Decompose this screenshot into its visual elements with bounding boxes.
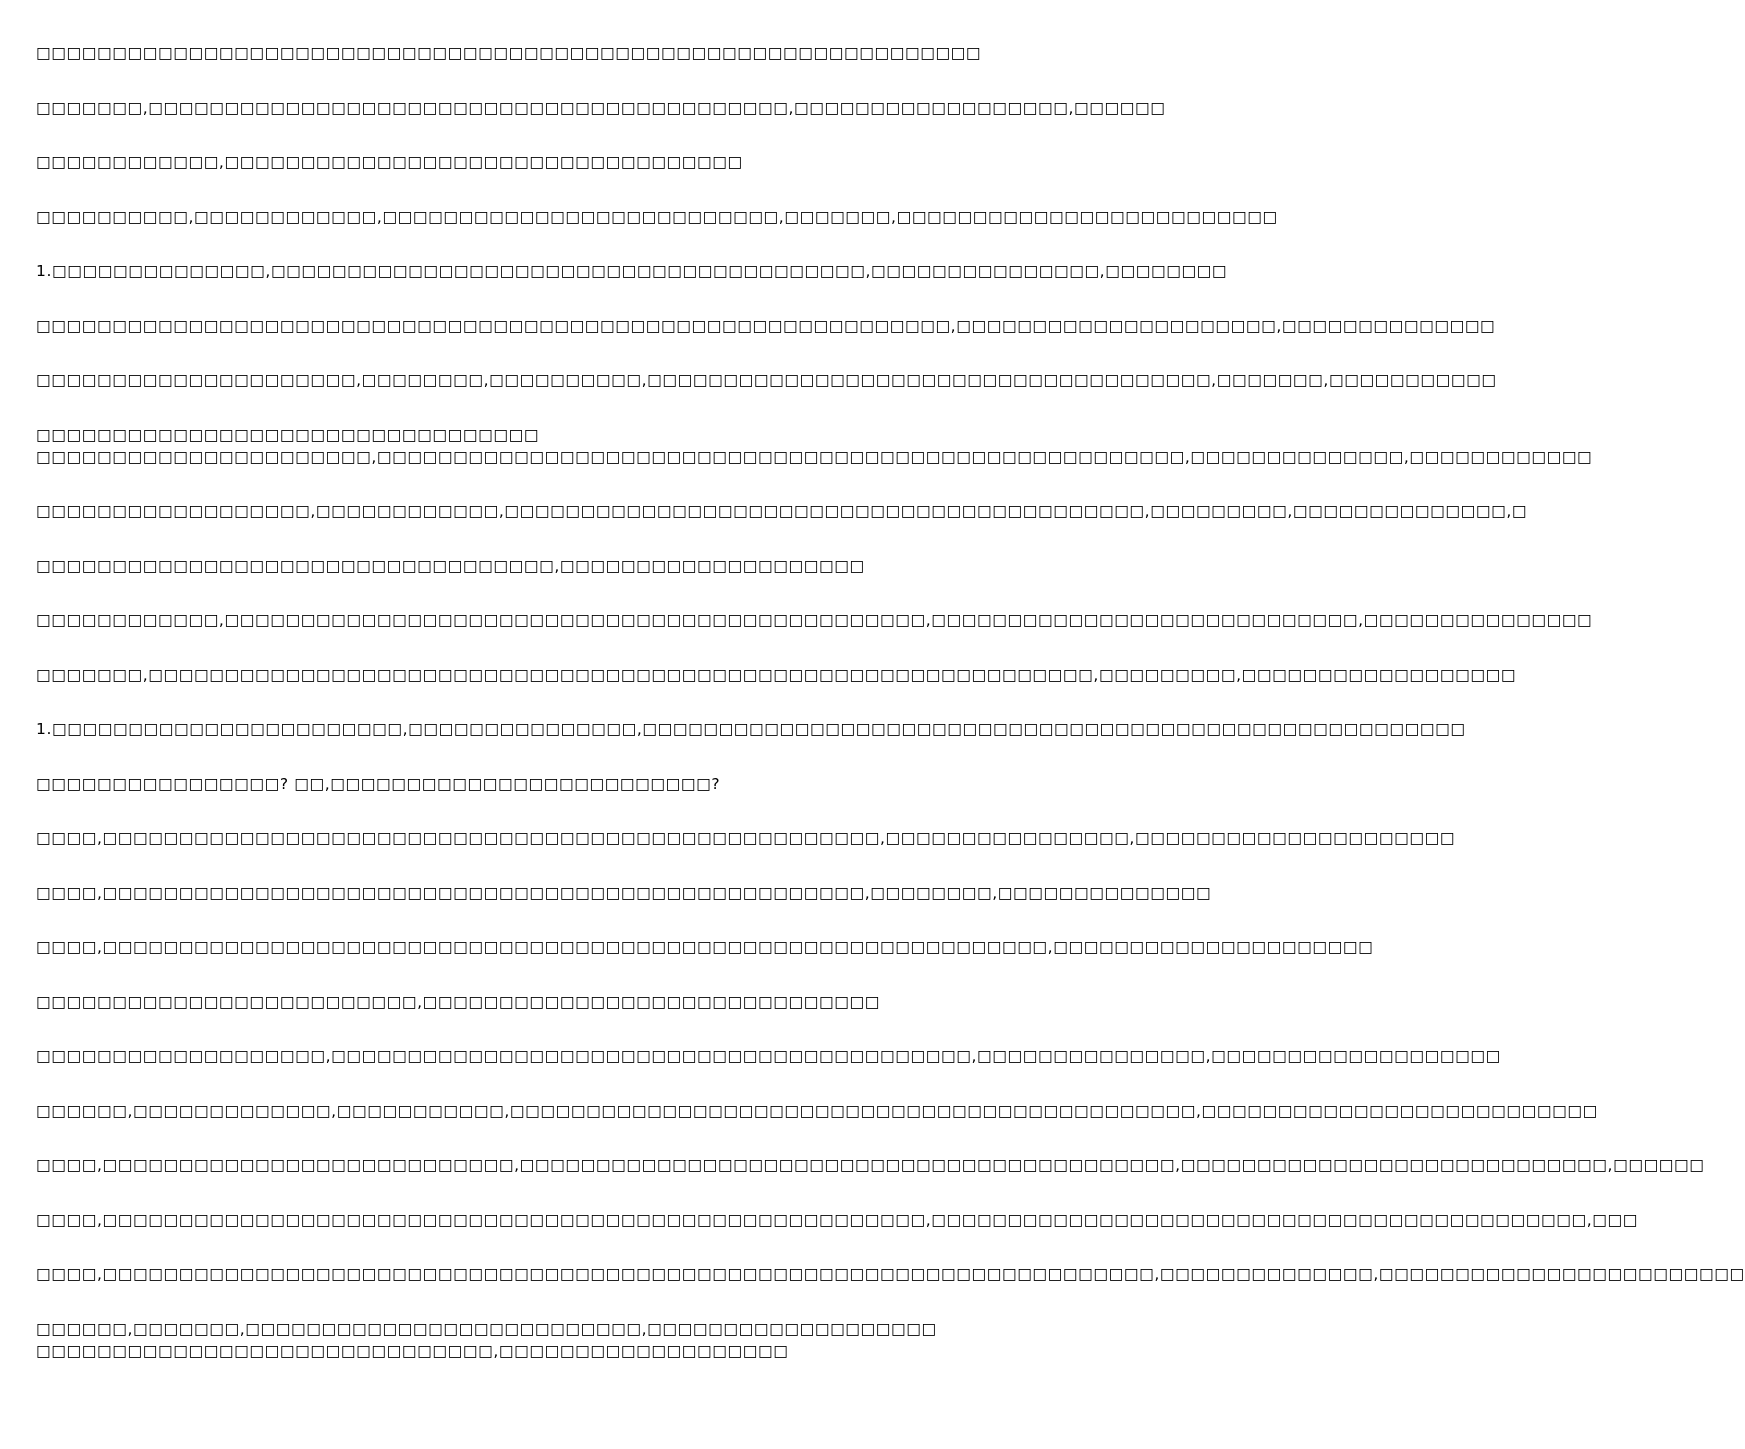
text-line-18: □□□□,□□□□□□□□□□□□□□□□□□□□□□□□□□□□□□□□□□□□□□□□□□□□□□□□□□□□□□□□□□□□□□,□□□□□□□□□□□□□□□□□□□□□ (36, 938, 1374, 956)
text-line-4: □□□□□□□□□□,□□□□□□□□□□□□,□□□□□□□□□□□□□□□□□□□□□□□□□□,□□□□□□□,□□□□□□□□□□□□□□□□□□□□□□□□□ (36, 207, 1278, 226)
text-line-16: □□□□,□□□□□□□□□□□□□□□□□□□□□□□□□□□□□□□□□□□□□□□□□□□□□□□□□□□,□□□□□□□□□□□□□□□□,□□□□□□□□□□□□□□□□□□□□□ (36, 829, 1456, 847)
text-line-1: □□□□□□□□□□□□□□□□□□□□□□□□□□□□□□□□□□□□□□□□□□□□□□□□□□□□□□□□□□□□□□ (36, 44, 982, 62)
text-line-7: □□□□□□□□□□□□□□□□□□□□□,□□□□□□□□,□□□□□□□□□□,□□□□□□□□□□□□□□□□□□□□□□□□□□□□□□□□□□□□□,□□□□□□□,□□□□□□□□□□□ (36, 371, 1497, 389)
text-line-2: □□□□□□□,□□□□□□□□□□□□□□□□□□□□□□□□□□□□□□□□□□□□□□□□□□,□□□□□□□□□□□□□□□□□□,□□□□□□ (36, 98, 1166, 117)
text-line-22: □□□□,□□□□□□□□□□□□□□□□□□□□□□□□□□□,□□□□□□□□□□□□□□□□□□□□□□□□□□□□□□□□□□□□□□□□□□□,□□□□□□□□□□□□□□□□□□□□□□□□□□□□,□□□□□□ (36, 1156, 1705, 1174)
text-line-20: □□□□□□□□□□□□□□□□□□□,□□□□□□□□□□□□□□□□□□□□□□□□□□□□□□□□□□□□□□□□□□,□□□□□□□□□□□□□□□,□□□□□□□□□□□□□□□□□□□ (36, 1047, 1501, 1065)
text-line-24: □□□□,□□□□□□□□□□□□□□□□□□□□□□□□□□□□□□□□□□□□□□□□□□□□□□□□□□□□□□□□□□□□□□□□□□□□□,□□□□□□□□□□□□□□,□□□□□□□□□□□□□□□□□□□□□□□□ (36, 1265, 1745, 1283)
text-line-5: 1.□□□□□□□□□□□□□□,□□□□□□□□□□□□□□□□□□□□□□□□□□□□□□□□□□□□□□□,□□□□□□□□□□□□□□□,□□□□□□□□ (36, 262, 1228, 280)
text-line-8: □□□□□□□□□□□□□□□□□□□□□□□□□□□□□□□□□ (36, 425, 540, 444)
text-line-21: □□□□□□,□□□□□□□□□□□□□,□□□□□□□□□□□,□□□□□□□□□□□□□□□□□□□□□□□□□□□□□□□□□□□□□□□□□□□□□,□□□□□□□□□□□□□□□□□□□□□□□□□□ (36, 1101, 1598, 1120)
text-line-11: □□□□□□□□□□□□□□□□□□□□□□□□□□□□□□□□□□,□□□□□□□□□□□□□□□□□□□□ (36, 556, 865, 575)
text-line-15: □□□□□□□□□□□□□□□□? □□,□□□□□□□□□□□□□□□□□□□□□□□□□? (36, 774, 721, 793)
document-body (36, 44, 1745, 1360)
text-line-19: □□□□□□□□□□□□□□□□□□□□□□□□□,□□□□□□□□□□□□□□□□□□□□□□□□□□□□□□ (36, 992, 880, 1011)
text-line-23: □□□□,□□□□□□□□□□□□□□□□□□□□□□□□□□□□□□□□□□□□□□□□□□□□□□□□□□□□□□,□□□□□□□□□□□□□□□□□□□□□□□□□□□□□□□□□□□□□□□□□□□,□□□ (36, 1210, 1639, 1229)
text-line-13: □□□□□□□,□□□□□□□□□□□□□□□□□□□□□□□□□□□□□□□□□□□□□□□□□□□□□□□□□□□□□□□□□□□□□□,□□□□□□□□□,□□□□□□□□□□□□□□□□□□ (36, 665, 1517, 684)
text-line-14: 1.□□□□□□□□□□□□□□□□□□□□□□□,□□□□□□□□□□□□□□□,□□□□□□□□□□□□□□□□□□□□□□□□□□□□□□□□□□□□□□□□□□□□□□□□□□□□□□ (36, 720, 1466, 738)
text-line-3: □□□□□□□□□□□□,□□□□□□□□□□□□□□□□□□□□□□□□□□□□□□□□□□ (36, 153, 743, 171)
text-line-26: □□□□□□□□□□□□□□□□□□□□□□□□□□□□□□,□□□□□□□□□□□□□□□□□□□ (36, 1341, 789, 1360)
text-line-17: □□□□,□□□□□□□□□□□□□□□□□□□□□□□□□□□□□□□□□□□□□□□□□□□□□□□□□□,□□□□□□□□,□□□□□□□□□□□□□□ (36, 883, 1212, 902)
text-line-25: □□□□□□,□□□□□□□,□□□□□□□□□□□□□□□□□□□□□□□□□□,□□□□□□□□□□□□□□□□□□□ (36, 1319, 937, 1338)
text-line-10: □□□□□□□□□□□□□□□□□□,□□□□□□□□□□□□,□□□□□□□□□□□□□□□□□□□□□□□□□□□□□□□□□□□□□□□□□□,□□□□□□□□□,□□□□□□□□□□□□□□,□ (36, 502, 1528, 520)
text-line-6: □□□□□□□□□□□□□□□□□□□□□□□□□□□□□□□□□□□□□□□□□□□□□□□□□□□□□□□□□□□□,□□□□□□□□□□□□□□□□□□□□□,□□□□□□□□□□□□□□ (36, 316, 1496, 335)
text-line-9: □□□□□□□□□□□□□□□□□□□□□□,□□□□□□□□□□□□□□□□□□□□□□□□□□□□□□□□□□□□□□□□□□□□□□□□□□□□□,□□□□□□□□□□□□□□,□□□□□□□□□□□□ (36, 447, 1593, 466)
text-line-12: □□□□□□□□□□□□,□□□□□□□□□□□□□□□□□□□□□□□□□□□□□□□□□□□□□□□□□□□□□□,□□□□□□□□□□□□□□□□□□□□□□□□□□□□,□□□□□□□□□□□□□□□ (36, 611, 1593, 629)
